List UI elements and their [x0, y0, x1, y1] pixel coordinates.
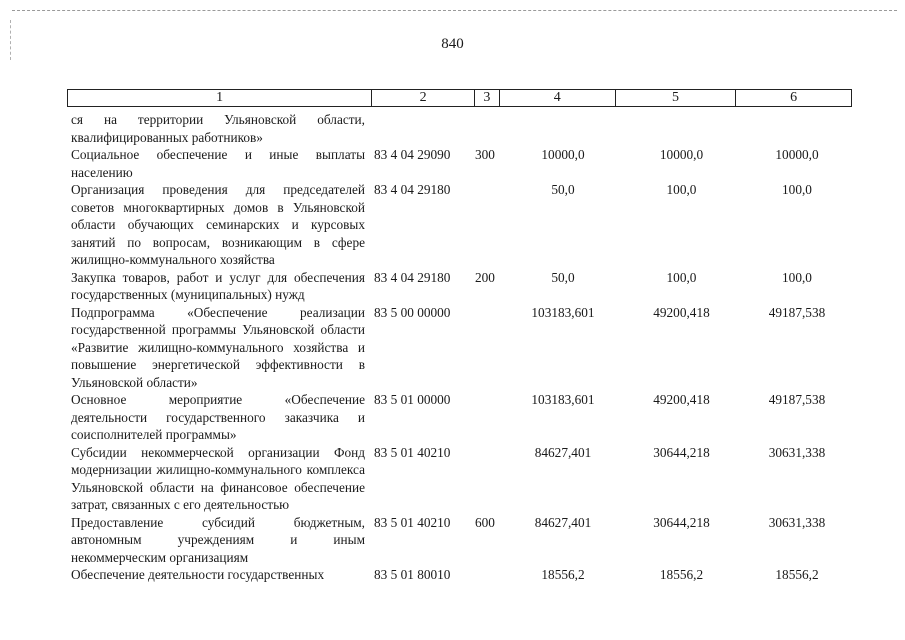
row-value-col4: 18556,2 [541, 567, 585, 582]
row-code: 83 4 04 29180 [374, 269, 451, 285]
header-col-3: 3 [475, 90, 500, 106]
table-header [67, 89, 852, 107]
row-name: Предоставление субсидий бюджетным, автономным учреждениям и иным некоммерческим организациям [71, 514, 365, 565]
row-value-col6: 10000,0 [775, 147, 819, 162]
row-code: 83 5 01 40210 [374, 514, 451, 530]
row-value-col4: 103183,601 [531, 392, 595, 407]
row-code: 83 5 00 00000 [374, 304, 451, 320]
row-type: 200 [475, 269, 495, 285]
table-row [67, 391, 852, 444]
header-col-5: 5 [616, 90, 737, 106]
row-name: Основное мероприятие «Обеспечение деятельности государственного заказчика и соисполнителей программы» [71, 392, 365, 442]
header-col-4: 4 [500, 90, 616, 106]
row-value-col6: 30631,338 [768, 444, 826, 460]
row-value-col6: 100,0 [782, 182, 812, 197]
table-row [67, 566, 852, 584]
row-name: Социальное обеспечение и иные выплаты населению [71, 147, 365, 180]
table-row [67, 146, 852, 181]
row-value-col5: 100,0 [666, 182, 697, 197]
row-value-col5: 49200,418 [653, 392, 710, 407]
header-col-6: 6 [790, 90, 798, 105]
row-value-col4: 10000,0 [541, 147, 585, 162]
table-body [67, 111, 852, 584]
table-row [67, 444, 852, 514]
row-value-col5: 30644,218 [653, 514, 710, 530]
row-name: Обеспечение деятельности государственных [71, 567, 325, 582]
row-code: 83 5 01 00000 [374, 392, 451, 407]
table-row [67, 111, 852, 146]
top-border-line [12, 10, 897, 11]
row-name: Субсидии некоммерческой организации Фонд модернизации жилищно-коммунального комплекса Ульяновской области на финансовое обеспечение затрат, связанных с его деятельностью [71, 444, 365, 512]
table-row [67, 181, 852, 269]
row-value-col6: 30631,338 [768, 514, 826, 530]
table-row [67, 269, 852, 304]
row-type: 300 [475, 147, 495, 162]
row-value-col5: 30644,218 [653, 444, 710, 460]
row-value-col4: 103183,601 [531, 304, 595, 320]
row-value-col5: 10000,0 [659, 147, 704, 162]
row-name: Закупка товаров, работ и услуг для обеспечения государственных (муниципальных) нужд [71, 269, 365, 302]
row-type: 600 [475, 514, 495, 530]
table-row [67, 514, 852, 567]
row-code: 83 5 01 40210 [374, 444, 451, 460]
row-value-col6: 49187,538 [768, 392, 826, 407]
row-code: 83 4 04 29090 [374, 147, 451, 162]
row-value-col5: 100,0 [666, 269, 697, 285]
row-value-col5: 49200,418 [653, 304, 710, 320]
row-name: Организация проведения для председателей советов многоквартирных домов в Ульяновской области обучающих семинарских и курсовых занятий по вопросам, возникающим в сфере жилищно-коммунального хозяйства [71, 182, 365, 267]
header-col-1: 1 [68, 90, 372, 106]
row-code: 83 5 01 80010 [374, 567, 451, 582]
table-row [67, 304, 852, 392]
row-value-col5: 18556,2 [659, 567, 704, 582]
row-name: ся на территории Ульяновской области, квалифицированных работников» [71, 112, 365, 145]
row-value-col6: 100,0 [782, 269, 812, 285]
row-value-col4: 84627,401 [534, 514, 592, 530]
row-name: Подпрограмма «Обеспечение реализации государственной программы Ульяновской области «Развитие жилищно-коммунального хозяйства и повышение энергетической эффективности в Ульяновской области» [71, 304, 365, 390]
page-number: 840 [441, 36, 464, 52]
row-value-col6: 49187,538 [768, 304, 826, 320]
row-value-col4: 84627,401 [534, 444, 592, 460]
row-code: 83 4 04 29180 [374, 182, 451, 197]
header-col-2: 2 [372, 90, 475, 106]
row-value-col4: 50,0 [551, 269, 575, 285]
row-value-col6: 18556,2 [775, 567, 819, 582]
row-value-col4: 50,0 [551, 182, 575, 197]
